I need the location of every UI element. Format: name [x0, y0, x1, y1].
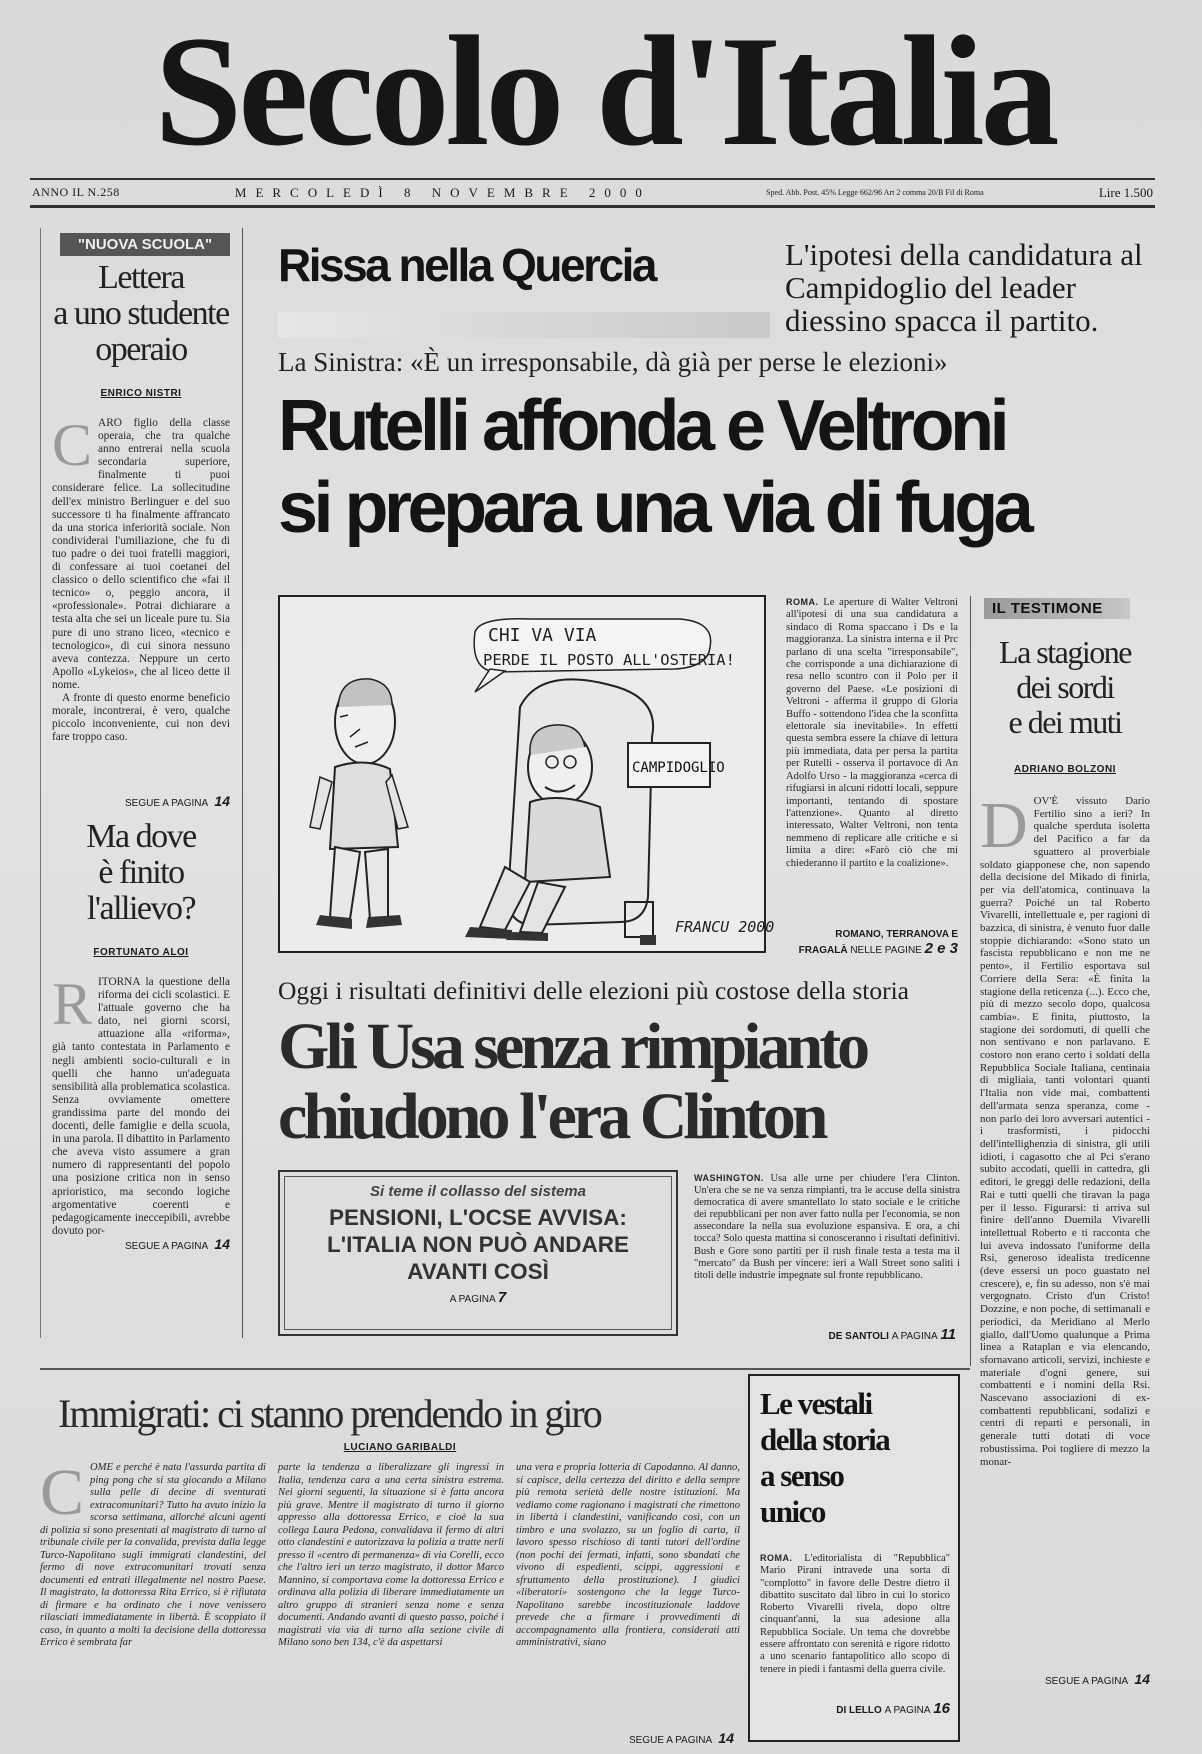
political-cartoon [278, 595, 775, 953]
ref-author: FRAGALÀ [798, 945, 848, 956]
title-line: Lettera [98, 259, 184, 296]
drop-cap: D [980, 789, 1028, 862]
continue-page: 14 [718, 1730, 734, 1746]
dateline-place: WASHINGTON. [694, 1173, 764, 1183]
headline-line: Rutelli affonda e Veltroni [278, 386, 1006, 466]
ref-label: A PAGINA [449, 1294, 496, 1305]
seated-body [525, 798, 610, 882]
title-line: della storia [760, 1422, 890, 1457]
pensioni-box[interactable] [278, 1170, 678, 1336]
continue-page: 14 [214, 1236, 230, 1252]
lead-story-body [786, 596, 958, 926]
body-text: Le aperture di Walter Veltroni all'ipotesi di una sua candidatura a sindaco di Roma spaccano i Ds e la maggioranza. La sinistra interna e il Prc parlano di una scelta "irresponsabile", che corrisponde a una dichiarazione di resa nello scontro con il Polo per il governo del Paese. «Le posizioni di Veltroni - afferma il gruppo di Gloria Buffo - sottendono l'idea che la sconfitta elettorale sia inevitabile». In effetti questa sembra essere la chiave di lettura più immediata, data per persa la partita per Rutelli - osserva il portavoce di An Adolfo Urso - la maggioranza «cerca di rifugiarsi in alcuni ridotti locali, seppure importanti, tentando di spostare l'attenzione». Quanto al diretto interessato, Walter Veltroni, non tenta nemmeno di replicare alle critiche e si limita a dire: «Farò ciò che mi chiederanno il partito e la coalizione». [786, 597, 958, 869]
body-text: parte la tendenza a liberalizzare gli ingressi in Italia, tendenza cara a una certa sinistra estrema. Nei giorni seguenti, la situazione si è fatta ancora più grave. Mentre il magistrato di turno il giorno appresso alla dottoressa Errico, e cioè la sua collega Laura Pedona, convalidava il fermo di altri otto clandestini e autorizzava la polizia a tratte nerli presso il «centro di permanenza» di via Corelli, ecco che l'altro ieri un terzo magistrato, il dottor Marco Mannino, si comportava come la dottoressa Errico e ordinava alla polizia di liberare immediatamente un altro gruppo di stranieri senza nome e senza documenti. Andando avanti di questo passo, poiché i magistrati via via di turno alla sezione civile di Milano sono ben 134, c'è da aspettarsi [278, 1462, 504, 1648]
cartoonist-signature: FRANCU 2000 [675, 918, 775, 936]
article-column [40, 1456, 266, 1722]
continue-label: SEGUE A PAGINA [1045, 1676, 1128, 1687]
ref-authors: ROMANO, TERRANOVA E [835, 929, 958, 940]
headline-line: Gli Usa senza rimpianto [278, 1010, 867, 1083]
usa-page-reference[interactable] [694, 1326, 956, 1343]
byline: FORTUNATO ALOI [93, 947, 189, 958]
immigrati-body [40, 1456, 740, 1722]
throne-foot [640, 935, 656, 945]
title-line: dei sordi [1016, 669, 1114, 705]
body-text: L'editorialista di "Repubblica" Mario Pirani intravede una sorta di "complotto" in favore delle Destre dietro il dibattito suscitato dal libro in cui lo storico Roberto Vivarelli rivela, dopo oltre cinquant'anni, la sua adesione alla Repubblica Sociale. Un tema che dovrebbe essere affrontato con serenità e rigore ridotto a uno scenario fantapolitico allo scopo di tenere in piedi i fantasmi della guerra civile. [760, 1553, 950, 1675]
lead-page-reference[interactable] [766, 928, 958, 958]
dateline-bar [30, 178, 1155, 208]
continue-label: SEGUE A PAGINA [125, 1241, 208, 1252]
headline-line: si prepara una via di fuga [278, 468, 1030, 548]
article-title [980, 635, 1150, 740]
column-divider [970, 596, 971, 1366]
ref-author: DI LELLO [836, 1705, 882, 1716]
continue-label: SEGUE A PAGINA [125, 798, 208, 809]
body-text: una vera e propria lotteria di Capodanno. Al danno, si capisce, della certezza del diritto e della sempre più remota serietà delle nostre istituzioni. Ma vediamo come ragionano i magistrati che rimettono in libertà i clandestini, vanificando così, con un timbro e una svolazzo, su un foglio di carta, il lavoro spesso rischioso di tanti tutori dell'ordine (non pochi dei fermati, infatti, sono sbandati che vivono di espedienti, scippi, aggressioni e sfruttamento della prostituzione). I giudici «liberatori» sostengono che la legge Turco-Napolitano sarebbe incostituzionale laddove prevede che a firmare i provvedimenti di accompagnamento alla frontiera, considerati atti amministrativi, siano [516, 1462, 740, 1648]
drop-cap: C [40, 1456, 85, 1529]
ref-page: 11 [940, 1326, 956, 1343]
lead-kicker: Rissa nella Quercia [278, 239, 655, 291]
byline: LUCIANO GARIBALDI [343, 1442, 457, 1453]
price: Lire 1.500 [1098, 184, 1153, 200]
ref-label: NELLE PAGINE [850, 945, 922, 956]
continue-reference[interactable] [980, 1671, 1150, 1687]
ref-label: A PAGINA [891, 1331, 938, 1342]
article-column [516, 1462, 740, 1722]
continue-page: 14 [214, 793, 230, 809]
article-column [278, 1462, 504, 1722]
column-divider [242, 228, 243, 1338]
postal-notice: Sped. Abb. Post. 45% Legge 662/96 Art 2 comma 20/B Fil di Roma [766, 188, 984, 197]
body-text: OV'È vissuto Dario Fertilio sino a ieri? In qualche sperduta isoletta del Pacifico a far da sguattero al proverbiale soldato giapponese che, non sapendo della decisione del Mikado di finirla, per via dell'atomica, continuava la guerra? Poiché un tal Roberto Vivarelli, intellettuale e, per ragioni di bazzica, di sinistra, è venuto fuor dalle stoppie dichiarando: «Sono stato un fascista repubblicano e non me ne pento», il Fertilio esportava sul Corriere della Sera: «È finita la stagione della reticenza (...). Ecco che, più di mezzo secolo dopo, qualcosa cambia». E finita, piuttosto, la stagione dei sordomuti, di quelli che non sentivano e non parlavano. E costoro non erano certo i soldati della Repubblica Sociale Italiana, centinaia di migliaia, tanti volontari quanti l'Italia non vide mai, combattenti dell'armata senza speranza, come - non parlo dei loro avversari autentici - i trasformisti, i pidocchi dell'intellighenzia di sinistra, gli utili idioti, i cagasotto che al Pci s'erano subito accodati, quelli in cattedra, gli editori, le greggi delle redazioni, della Rai e tutti quelli che tiravan la paga per il lesso. Figurarsi: ti arriva sul finire dell'anno Duemila Vivarelli intellettual Roberto e ti racconta che lui aveva indossato l'uniforme della Rsi, generoso idealista tredicenne (deve essersi un poco guastato nel crescere), e, fin su adesso, non s'è mai vergognato. Cristo d'un Cristo! Dozzine, e non poche, di settimanali e periodici, da Meridiano al Merlo giallo, dall'Uomo qualunque a Prima linea a Rataplan e via elencando, sfornavano articoli, servizi, inchieste e materiale d'ogni genere, sui combattenti e i nomini della Rsi. Nascevano associazioni di ex-combattenti repubblicani, sodalizi e centri di reparti e personali, in generale tutti dotati di voce robustissima. Poi togliere di mezzo la monar- [980, 795, 1150, 1468]
issue-date: MERCOLEDÌ 8 NOVEMBRE 2000 [234, 184, 651, 200]
title-line: operaio [95, 331, 187, 368]
article-body [786, 596, 958, 870]
immigrati-headline: Immigrati: ci stanno prendendo in giro [58, 1391, 601, 1436]
ref-author: DE SANTOLI [828, 1331, 889, 1342]
masthead-title: Secolo d'Italia [154, 4, 1056, 179]
speech-text: CHI VA VIA [488, 625, 597, 646]
article-body [52, 971, 230, 1237]
usa-story-body [694, 1172, 960, 1318]
continue-reference[interactable] [52, 1236, 230, 1252]
dateline-place: ROMA. [786, 597, 819, 607]
standing-body [330, 762, 398, 849]
article-body [694, 1172, 960, 1282]
continue-label: SEGUE A PAGINA [629, 1735, 712, 1746]
title-line: AVANTI COSÌ [407, 1259, 549, 1284]
dateline-place: ROMA. [760, 1553, 793, 1563]
section-tag: IL TESTIMONE [984, 598, 1130, 619]
ref-line-2 [766, 942, 958, 958]
issue-number: ANNO IL N.258 [32, 185, 120, 199]
section-tag: "NUOVA SCUOLA" [60, 233, 230, 256]
continue-page: 14 [1134, 1671, 1150, 1687]
title-line: a senso [760, 1458, 844, 1493]
continue-reference[interactable] [540, 1730, 734, 1746]
title-line: a uno studente [53, 295, 229, 332]
vestali-box [748, 1374, 960, 1742]
cartoon-drawing [280, 597, 775, 951]
lead-deck: L'ipotesi della candidatura al Campidoglio del leader diessino spacca il partito. [785, 237, 1143, 338]
body-text: OME e perché è nata l'assurda partita di ping pong che si sta giocando a Milano sulla pelle di decine di sventurati extracomunitari? Tutto ha avuto inizio la scorsa settimana, allorché alcuni agenti di polizia si sono presentati al magistrato di turno al tribunale civile per la convalida, prevista dalla legge Turco-Napolitano sugli immigrati clandestini, del fermo di nove extracomunitari trovati senza documenti ed entrati illegalmente nel nostro Paese. Il magistrato, la dottoressa Rita Errico, si è rifiutata di firmare e ha ordinato che i nove venissero rilasciati immediatamente in libertà. È scoppiato il caso, in quanto a molti la decisione della dottoressa Errico è sembrata far [40, 1462, 266, 1648]
vestali-title [760, 1386, 950, 1530]
body-text: ARO figlio della classe operaia, che tra qualche anno entrerai nella scuola secondaria superiore, finalmente ti puoi considerare felice. La sollecitudine dell'ex ministro Berlinguer e del suo successore ti ha finalmente affrancato da una storica inferiorità sociale. Non condividerai l'umiliazione, che fu di tuo padre o dei tuoi fratelli maggiori, di confessare ai tuoi coetanei del classico o dello scientifico che «fai il tecnico» o, peggio ancora, il «professionale». Potrai dichiarare a testa alta che sei un liceale pure tu. Sia pure di uno strano liceo, «tecnico e tecnologico», di cui sinora nessuno aveva contezza. Neppure un certo Apollo «Lykeios», che al liceo dette il nome. [52, 417, 230, 691]
article-title [52, 819, 230, 927]
article-body [52, 412, 230, 781]
drop-cap: C [52, 412, 93, 478]
vestali-page-reference[interactable] [760, 1700, 950, 1717]
title-line: unico [760, 1494, 825, 1529]
pensioni-box-inner [284, 1176, 672, 1330]
standing-arm [310, 777, 332, 829]
ref-page: 7 [497, 1289, 507, 1306]
title-line: è finito [98, 854, 184, 891]
left-column [52, 233, 230, 1343]
title-line: l'allievo? [86, 890, 196, 927]
headline-line: chiudono l'era Clinton [278, 1080, 825, 1153]
title-line: e dei muti [1008, 704, 1122, 740]
body-text: Usa alle urne per chiudere l'era Clinton. Un'era che se ne va senza rimpianti, tra le accuse della sinistra democratica di avere smantellato lo stato sociale e le critiche dei repubblicani per non aver fatto nulla per l'economia, se non assecondare la nella sua evoluzione espansiva. E ora, a chi tocca? Solo questa mattina si conosceranno i risultati definitivi. Bush e Gore sono partiti per il rush finale testa a testa ma il "mercato" da Bush per vincere: ieri a Wall Street sono saliti i titoli delle industrie impegnate sul fronte repubblicano. [694, 1173, 960, 1281]
title-line: Ma dove [86, 818, 196, 855]
speech-text: PERDE IL POSTO ALL'OSTERIA! [483, 651, 735, 669]
pensioni-title [327, 1204, 629, 1285]
byline: ADRIANO BOLZONI [1014, 764, 1116, 775]
body-text: A fronte di questo enorme beneficio morale, incontrerai, è vero, qualche piccolo inconveniente, cui non devi fare troppo caso. [52, 691, 230, 744]
drop-cap: R [52, 971, 93, 1037]
ref-page: 16 [933, 1700, 950, 1717]
usa-kicker: Oggi i risultati definitivi delle elezioni più costose della storia [278, 976, 909, 1005]
pensioni-reference [450, 1289, 507, 1306]
pensioni-kicker: Si teme il collasso del sistema [370, 1183, 586, 1200]
usa-headline [278, 1012, 968, 1152]
article-body [980, 789, 1150, 1665]
ref-pages: 2 e 3 [924, 940, 958, 957]
title-line: La stagione [999, 634, 1131, 670]
sign-text: CAMPIDOGLIO [632, 760, 725, 776]
lead-quote: La Sinistra: «È un irresponsabile, dà già per perse le elezioni» [278, 347, 948, 377]
kicker-underbar [278, 312, 770, 338]
bubble-tail [475, 669, 505, 692]
standing-hair [338, 679, 392, 707]
continue-reference[interactable] [52, 793, 230, 809]
title-line: L'ITALIA NON PUÒ ANDARE [326, 1232, 629, 1257]
section-divider [40, 1368, 970, 1370]
article-body [760, 1552, 950, 1692]
title-line: PENSIONI, L'OCSE AVVISA: [329, 1205, 627, 1230]
lead-headline [278, 385, 1158, 549]
standing-leg [330, 847, 360, 919]
byline: ENRICO NISTRI [100, 388, 182, 399]
right-column [980, 598, 1150, 1748]
article-title [52, 260, 230, 368]
title-line: Le vestali [760, 1386, 872, 1421]
column-divider [40, 228, 41, 1338]
ref-label: A PAGINA [884, 1705, 931, 1716]
body-text: ITORNA la questione della riforma dei cicli scolastici. E l'attuale governo che ha dato, nei giorni scorsi, attuazione alla «riforma», già tanto contestata in Parlamento e negli ambienti socio-culturali e in quelli che hanno un'adeguata sensibilità alla problematica scolastica. Senza ovviamente ometterе grandissima parte del mondo dei docenti, delle famiglie e della scuola, in una parola. Il dibattito in Parlamento che aveva visto assumere a gran numero di rappresentanti del popolo una posizione critica non in senso aprioristico, ma secondo logiche argomentative coerenti e pedagogicamente ineccepibili, avrebbe dovuto por- [52, 976, 230, 1237]
